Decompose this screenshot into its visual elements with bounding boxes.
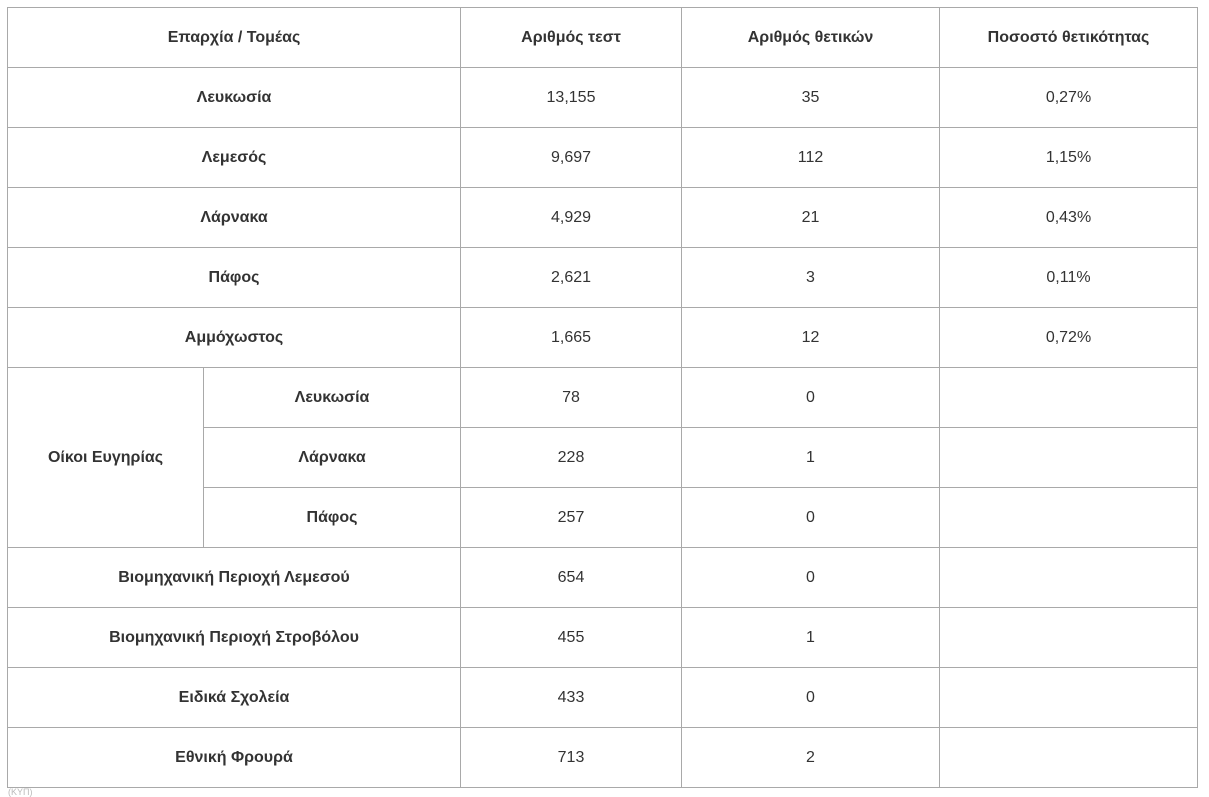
tests-cell: 228	[461, 428, 682, 488]
header-rate: Ποσοστό θετικότητας	[940, 8, 1198, 68]
positives-cell: 112	[682, 128, 940, 188]
rate-cell: 0,72%	[940, 308, 1198, 368]
region-name: Πάφος	[8, 248, 461, 308]
table-row	[8, 188, 1198, 248]
tests-cell: 433	[461, 668, 682, 728]
positives-cell: 21	[682, 188, 940, 248]
sector-name: Εθνική Φρουρά	[8, 728, 461, 788]
rate-cell	[940, 488, 1198, 548]
rate-cell	[940, 428, 1198, 488]
table-row	[8, 728, 1198, 788]
tests-cell: 78	[461, 368, 682, 428]
header-tests: Αριθμός τεστ	[461, 8, 682, 68]
positives-cell: 0	[682, 548, 940, 608]
care-home-region-name: Πάφος	[204, 488, 461, 548]
care-home-region-name: Λευκωσία	[204, 368, 461, 428]
region-name: Λεμεσός	[8, 128, 461, 188]
positives-cell: 12	[682, 308, 940, 368]
tests-cell: 13,155	[461, 68, 682, 128]
positives-cell: 0	[682, 368, 940, 428]
tests-cell: 4,929	[461, 188, 682, 248]
positives-cell: 3	[682, 248, 940, 308]
positives-cell: 35	[682, 68, 940, 128]
table-row	[8, 128, 1198, 188]
table-row	[8, 308, 1198, 368]
rate-cell: 0,27%	[940, 68, 1198, 128]
rate-cell	[940, 608, 1198, 668]
tests-cell: 713	[461, 728, 682, 788]
testing-results-table	[7, 7, 1198, 788]
tests-cell: 1,665	[461, 308, 682, 368]
table-header-row	[8, 8, 1198, 68]
sector-name: Βιομηχανική Περιοχή Λεμεσού	[8, 548, 461, 608]
table-row	[8, 368, 1198, 428]
results-table-container	[7, 7, 1198, 788]
table-row	[8, 548, 1198, 608]
table-row	[8, 608, 1198, 668]
rate-cell	[940, 668, 1198, 728]
positives-cell: 0	[682, 488, 940, 548]
tests-cell: 455	[461, 608, 682, 668]
sector-name: Βιομηχανική Περιοχή Στροβόλου	[8, 608, 461, 668]
table-row	[8, 68, 1198, 128]
rate-cell: 1,15%	[940, 128, 1198, 188]
care-home-region-name: Λάρνακα	[204, 428, 461, 488]
rate-cell	[940, 548, 1198, 608]
source-footnote: (ΚΥΠ)	[8, 787, 33, 797]
tests-cell: 2,621	[461, 248, 682, 308]
region-name: Αμμόχωστος	[8, 308, 461, 368]
positives-cell: 0	[682, 668, 940, 728]
positives-cell: 2	[682, 728, 940, 788]
care-homes-group-label: Οίκοι Ευγηρίας	[8, 368, 204, 548]
rate-cell	[940, 368, 1198, 428]
positives-cell: 1	[682, 428, 940, 488]
tests-cell: 257	[461, 488, 682, 548]
header-positives: Αριθμός θετικών	[682, 8, 940, 68]
rate-cell	[940, 728, 1198, 788]
rate-cell: 0,11%	[940, 248, 1198, 308]
tests-cell: 9,697	[461, 128, 682, 188]
sector-name: Ειδικά Σχολεία	[8, 668, 461, 728]
rate-cell: 0,43%	[940, 188, 1198, 248]
region-name: Λάρνακα	[8, 188, 461, 248]
table-row	[8, 668, 1198, 728]
header-region: Επαρχία / Τομέας	[8, 8, 461, 68]
table-row	[8, 248, 1198, 308]
tests-cell: 654	[461, 548, 682, 608]
region-name: Λευκωσία	[8, 68, 461, 128]
positives-cell: 1	[682, 608, 940, 668]
